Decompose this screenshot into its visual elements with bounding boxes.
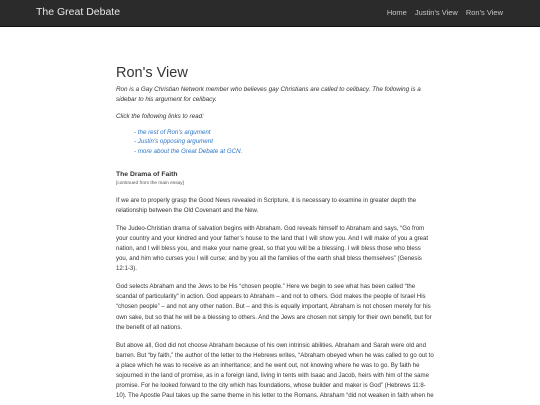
intro-text: Ron is a Gay Christian Network member who believes gay Christians are called to celibacy. The following is a sidebar to his argument for celibacy. [116,86,421,103]
nav-link-rons-view[interactable]: Ron's View [465,8,503,17]
body-paragraph-2: The Judeo-Christian drama of salvation begins with Abraham. God reveals himself to Abraham and says, “Go from your country and your kindred and your father’s house to the land that I will show you. And I will make of you a great nation, and I will bless you, and make your name great, so that you will be a blessing. I will bless those who bless you, and him who curses you I will curse; and by you all the families of the earth shall bless themselves” (Genesis 12:1-3). [116,224,429,273]
continued-note: [continued from the main essay] [116,180,184,186]
section-title: The Drama of Faith [116,170,178,178]
read-link-item [134,147,434,157]
read-links-list [116,128,434,157]
read-link-item [134,137,434,147]
top-navbar [0,0,540,27]
nav-links [387,0,503,25]
page-title: Ron's View [116,65,188,81]
nav-link-justins-view[interactable]: Justin's View [414,8,458,17]
body-paragraph-3: God selects Abraham and the Jews to be His “chosen people.” Here we begin to see what has been called “the scandal of particularity” in action. God appears to Abraham – and not to others. God makes the people of Israel His “chosen people” – and not any other nation. But – and this is equally important, Abraham is not chosen merely for his own sake, but so that he will be a blessing to others. And the Jews are chosen not simply for their own benefit, but for the benefit of all nations. [116,283,432,331]
body-paragraph-1: If we are to properly grasp the Good News revealed in Scripture, it is necessary to examine in greater depth the relationship between the Old Covenant and the New. [116,196,417,214]
links-lead-text: Click the following links to read: [116,113,204,121]
main-content [116,64,434,401]
nav-link-home[interactable]: Home [386,8,407,17]
opposing-argument-link[interactable]: - Justin's opposing argument [134,138,213,146]
great-debate-link[interactable]: - more about the Great Debate at GCN. [134,147,243,155]
rest-of-argument-link[interactable]: - the rest of Ron's argument [134,128,211,136]
site-brand-link[interactable]: The Great Debate [36,6,121,18]
read-link-item [134,128,434,138]
body-paragraph-4: But above all, God did not choose Abraham because of his own intrinsic abilities. Abraham and Sarah were old and barren. But “by faith,” the author of the letter to the Hebrews writes, “Abraham obeyed when he was called to go out to a place which he was to receive as an inheritance; and he went out, not knowing where he was to go. By faith he sojourned in the land of promise, as in a foreign land, living in tents with Isaac and Jacob, heirs with him of the same promise. For he looked forward to the city which has foundations, whose builder and maker is God” (Hebrews 11:8-10). The Apostle Paul takes up the same theme in his letter to the Romans. Abraham “did not weaken in faith when he [116,341,434,400]
